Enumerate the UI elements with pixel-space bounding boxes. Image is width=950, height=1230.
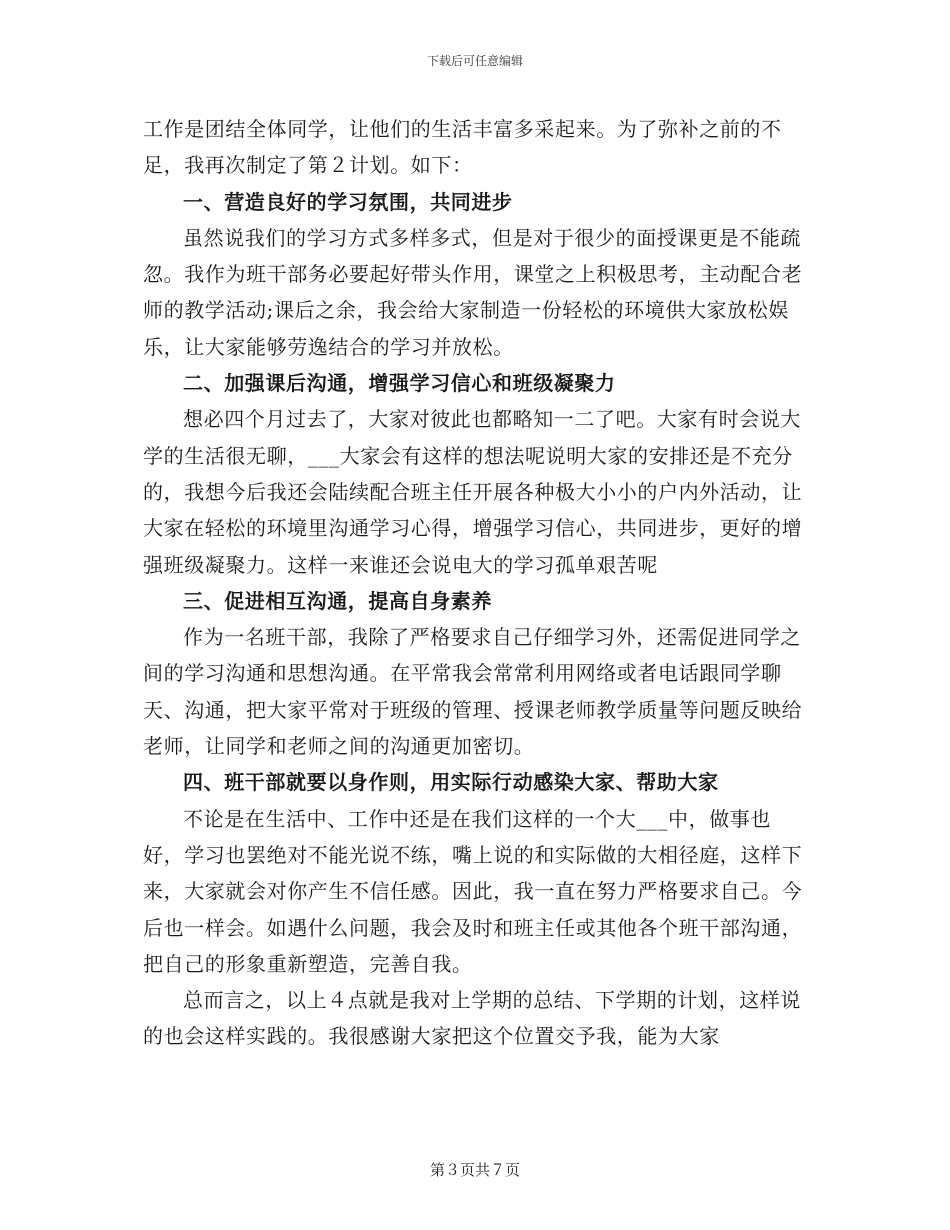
page-header: 下载后可任意编辑 (426, 54, 523, 68)
page-footer: 第３页共７页 (429, 1161, 520, 1179)
document-body (143, 111, 807, 1055)
intro-paragraph: 工作是团结全体同学，让他们的生活丰富多采起来。为了弥补之前的不足，我再次制定了第２计划。如下： (143, 117, 782, 178)
section-heading-1: 一、营造良好的学习氛围，共同进步 (183, 189, 513, 214)
section-heading-4: 四、班干部就要以身作则，用实际行动感染大家、帮助大家 (183, 770, 719, 795)
section-paragraph-2: 想必四个月过去了，大家对彼此也都略知一二了吧。大家有时会说大学的生活很无聊，___大家会有这样的想法呢说明大家的安排还是不充分的，我想今后我还会陆续配合班主任开展各种极大小小的户内外活动，让大家在轻松的环境里沟通学习心得，增强学习信心，共同进步，更好的增强班级凝聚力。这样一来谁还会说电大的学习孤单艰苦呢 (143, 407, 803, 577)
section-heading-3: 三、促进相互沟通，提高自身素养 (183, 588, 492, 613)
section-paragraph-4: 不论是在生活中、工作中还是在我们这样的一个大___中，做事也好，学习也罢绝对不能光说不练，嘴上说的和实际做的大相径庭，这样下来，大家就会对你产生不信任感。因此，我一直在努力严格要求自己。今后也一样会。如遇什么问题，我会及时和班主任或其他各个班干部沟通，把自己的形象重新塑造，完善自我。 (143, 806, 803, 976)
section-paragraph-3: 作为一名班干部，我除了严格要求自己仔细学习外，还需促进同学之间的学习沟通和思想沟通。在平常我会常常利用网络或者电话跟同学聊天、沟通，把大家平常对于班级的管理、授课老师教学质量等问题反映给老师，让同学和老师之间的沟通更加密切。 (143, 625, 803, 759)
section-heading-2: 二、加强课后沟通，增强学习信心和班级凝聚力 (183, 371, 616, 396)
conclusion-paragraph: 总而言之，以上４点就是我对上学期的总结、下学期的计划，这样说的也会这样实践的。我很感谢大家把这个位置交予我，能为大家 (143, 988, 801, 1049)
section-paragraph-1: 虽然说我们的学习方式多样多式，但是对于很少的面授课更是不能疏忽。我作为班干部务必要起好带头作用，课堂之上积极思考，主动配合老师的教学活动;课后之余，我会给大家制造一份轻松的环境供大家放松娱乐，让大家能够劳逸结合的学习并放松。 (143, 225, 803, 359)
